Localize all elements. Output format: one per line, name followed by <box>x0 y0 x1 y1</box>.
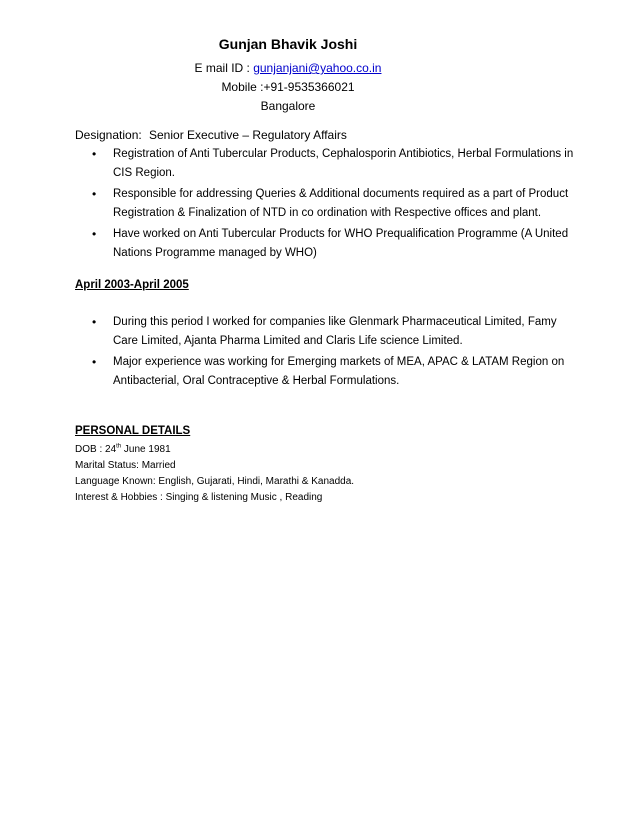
marital-status-line: Marital Status: Married <box>75 460 176 471</box>
personal-details-heading: PERSONAL DETAILS <box>75 425 191 437</box>
list-item: • Major experience was working for Emerging markets of MEA, APAC & LATAM Region on Antibacterial, Oral Contraceptive & Herbal Formulations. <box>92 355 565 387</box>
bullet-icon: • <box>92 315 97 329</box>
responsibilities-list <box>75 145 575 265</box>
hobbies-line: Interest & Hobbies : Singing & listening Music , Reading <box>75 492 323 503</box>
email-link[interactable]: gunjanjani@yahoo.co.in <box>253 61 382 75</box>
period-heading: April 2003-April 2005 <box>75 279 189 291</box>
languages-line: Language Known: English, Gujarati, Hindi, Marathi & Kanadda. <box>75 476 355 487</box>
designation-label: Designation: <box>75 128 142 142</box>
designation-line <box>75 128 347 142</box>
email-line <box>0 61 576 75</box>
list-item: • Registration of Anti Tubercular Products, Cephalosporin Antibiotics, Herbal Formulations in CIS Region. <box>92 147 574 179</box>
candidate-name: Gunjan Bhavik Joshi <box>218 36 358 52</box>
bullet-icon: • <box>92 147 97 161</box>
list-item: • Have worked on Anti Tubercular Products for WHO Prequalification Programme (A United Nations Programme managed by WHO) <box>92 227 569 259</box>
bullet-icon: • <box>92 355 97 369</box>
bullet-icon: • <box>92 187 97 201</box>
designation-value: Senior Executive – Regulatory Affairs <box>149 128 347 142</box>
dob-line: DOB : 24th June 1981 <box>75 443 171 455</box>
previous-experience-list <box>75 313 575 393</box>
city-line: Bangalore <box>260 99 316 113</box>
email-label: E mail ID : <box>194 61 254 75</box>
mobile-line: Mobile :+91-9535366021 <box>221 80 355 94</box>
bullet-icon: • <box>92 227 97 241</box>
list-item: • Responsible for addressing Queries & Additional documents required as a part of Product Registration & Finalization of NTD in co ordination with Respective offices and plant. <box>92 187 569 219</box>
list-item: • During this period I worked for companies like Glenmark Pharmaceutical Limited, Famy Care Limited, Ajanta Pharma Limited and Claris Life science Limited. <box>92 315 557 347</box>
